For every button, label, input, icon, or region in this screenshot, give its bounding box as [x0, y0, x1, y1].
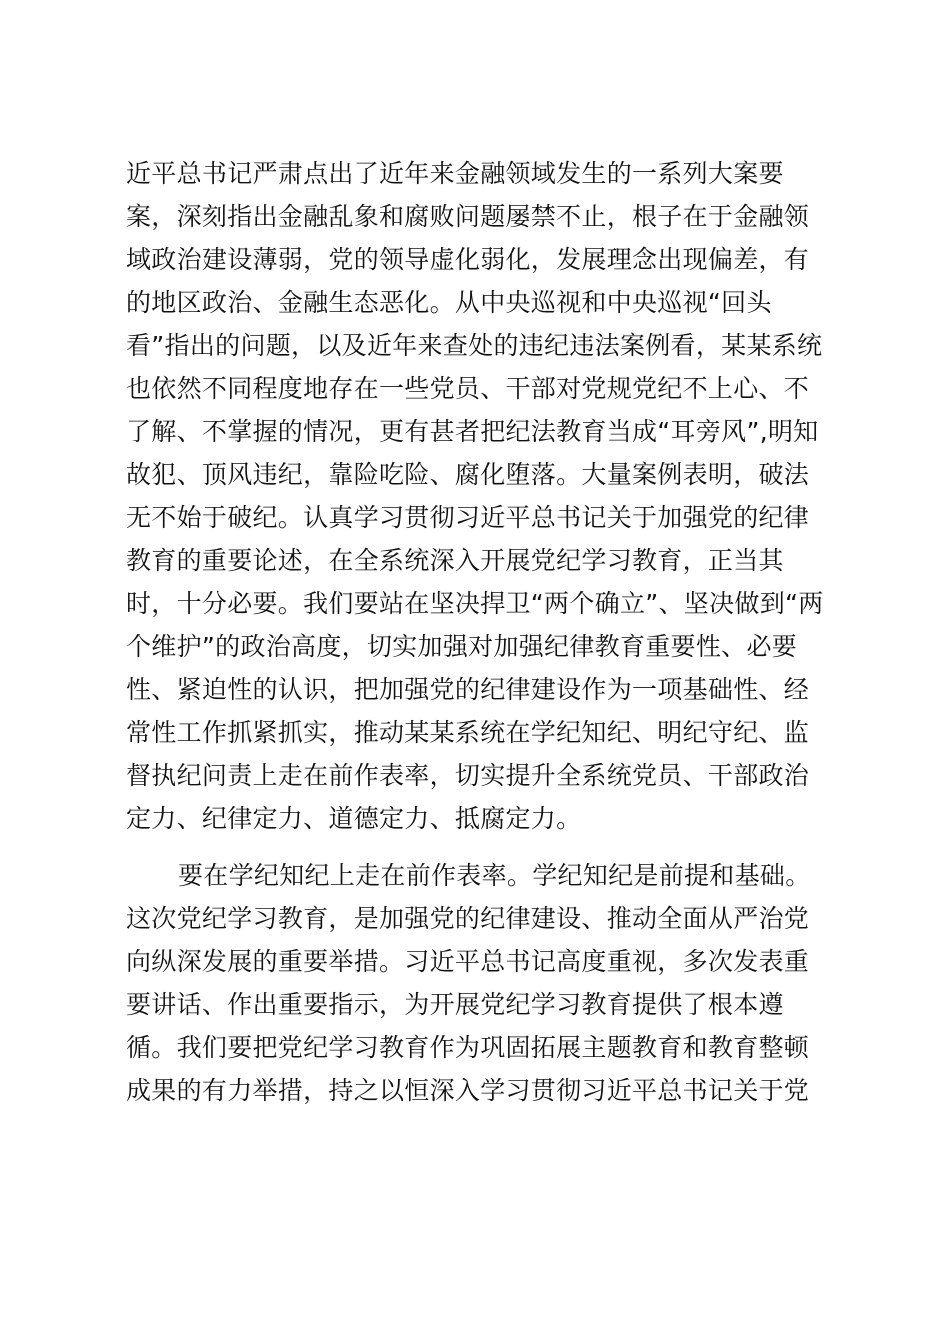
paragraph-1: [126, 152, 846, 840]
paragraph-2: [126, 854, 846, 1112]
paragraph-spacer: [126, 840, 846, 854]
text-line: 故犯、顶风违纪，靠险吃险、腐化堕落。大量案例表明，破法: [126, 460, 810, 489]
text-line: 教育的重要论述，在全系统深入开展党纪学习教育，正当其: [126, 546, 784, 575]
text-line: 时，十分必要。我们要站在坚决捍卫“两个确立”、坚决做到“两: [126, 589, 824, 618]
text-line: 的地区政治、金融生态恶化。从中央巡视和中央巡视“回头: [126, 288, 772, 317]
text-line: 定力、纪律定力、道德定力、抵腐定力。: [126, 804, 582, 833]
text-line: 案，深刻指出金融乱象和腐败问题屡禁不止，根子在于金融领: [126, 202, 810, 231]
text-line: 域政治建设薄弱，党的领导虚化弱化，发展理念出现偏差，有: [126, 245, 810, 274]
text-line: 近平总书记严肃点出了近年来金融领域发生的一系列大案要: [126, 159, 784, 188]
text-line: 向纵深发展的重要举措。习近平总书记高度重视，多次发表重: [126, 947, 810, 976]
text-line: 要讲话、作出重要指示，为开展党纪学习教育提供了根本遵: [126, 990, 784, 1019]
text-line: 看”指出的问题，以及近年来查处的违纪违法案例看，某某系统: [126, 331, 823, 360]
text-line-indented: 要在学纪知纪上走在前作表率。学纪知纪是前提和基础。: [178, 861, 811, 890]
text-line: 无不始于破纪。认真学习贯彻习近平总书记关于加强党的纪律: [126, 503, 810, 532]
text-line: 个维护”的政治高度，切实加强对加强纪律教育重要性、必要: [126, 632, 798, 661]
text-line: 成果的有力举措，持之以恒深入学习贯彻习近平总书记关于党: [126, 1076, 810, 1105]
text-line: 也依然不同程度地存在一些党员、干部对党规党纪不上心、不: [126, 374, 810, 403]
body-text: [126, 152, 846, 1112]
text-line: 常性工作抓紧抓实，推动某某系统在学纪知纪、明纪守纪、监: [126, 718, 810, 747]
text-line: 了解、不掌握的情况，更有甚者把纪法教育当成“耳旁风”,明知: [126, 417, 819, 446]
text-line: 性、紧迫性的认识，把加强党的纪律建设作为一项基础性、经: [126, 675, 810, 704]
text-line: 这次党纪学习教育，是加强党的纪律建设、推动全面从严治党: [126, 904, 810, 933]
text-line: 督执纪问责上走在前作表率，切实提升全系统党员、干部政治: [126, 761, 810, 790]
text-line: 循。我们要把党纪学习教育作为巩固拓展主题教育和教育整顿: [126, 1033, 810, 1062]
